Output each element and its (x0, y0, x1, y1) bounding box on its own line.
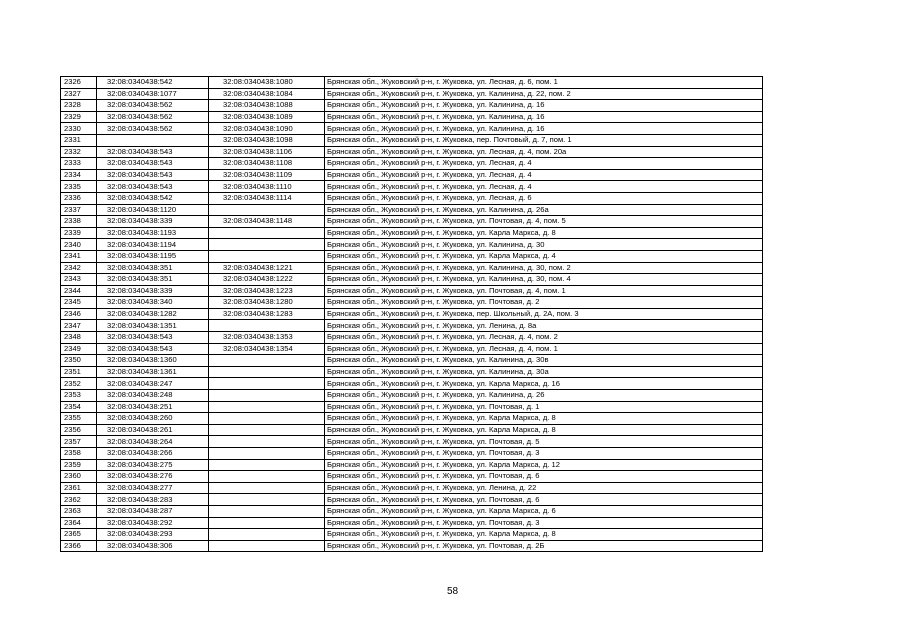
row-number-cell: 2330 (61, 123, 97, 135)
table-row (61, 239, 763, 251)
cadastral-number-cell: 32:08:0340438:1077 (97, 88, 209, 100)
address-cell: Брянская обл., Жуковский р-н, г. Жуковка, ул. Почтовая, д. 2Б (325, 540, 763, 552)
row-number-cell: 2351 (61, 366, 97, 378)
table-row (61, 169, 763, 181)
row-number-cell: 2360 (61, 471, 97, 483)
table-row (61, 332, 763, 344)
table-row (61, 494, 763, 506)
address-cell: Брянская обл., Жуковский р-н, г. Жуковка, ул. Лесная, д. 4, пом. 2 (325, 332, 763, 344)
address-cell: Брянская обл., Жуковский р-н, г. Жуковка, ул. Лесная, д. 4 (325, 169, 763, 181)
address-cell: Брянская обл., Жуковский р-н, г. Жуковка, ул. Почтовая, д. 5 (325, 436, 763, 448)
parent-cadastral-number-cell (209, 227, 325, 239)
table-row (61, 88, 763, 100)
table-row (61, 274, 763, 286)
table-row (61, 401, 763, 413)
row-number-cell: 2365 (61, 529, 97, 541)
row-number-cell: 2364 (61, 517, 97, 529)
table-row (61, 250, 763, 262)
parent-cadastral-number-cell (209, 355, 325, 367)
cadastral-number-cell: 32:08:0340438:277 (97, 482, 209, 494)
parent-cadastral-number-cell (209, 424, 325, 436)
row-number-cell: 2347 (61, 320, 97, 332)
table-row (61, 378, 763, 390)
cadastral-number-cell: 32:08:0340438:293 (97, 529, 209, 541)
cadastral-number-cell: 32:08:0340438:266 (97, 448, 209, 460)
cadastral-number-cell: 32:08:0340438:1361 (97, 366, 209, 378)
row-number-cell: 2348 (61, 332, 97, 344)
cadastral-number-cell: 32:08:0340438:292 (97, 517, 209, 529)
cadastral-number-cell: 32:08:0340438:351 (97, 274, 209, 286)
row-number-cell: 2326 (61, 77, 97, 89)
parent-cadastral-number-cell (209, 517, 325, 529)
cadastral-number-cell: 32:08:0340438:543 (97, 332, 209, 344)
parent-cadastral-number-cell: 32:08:0340438:1090 (209, 123, 325, 135)
address-cell: Брянская обл., Жуковский р-н, г. Жуковка, ул. Лесная, д. 6, пом. 1 (325, 77, 763, 89)
address-cell: Брянская обл., Жуковский р-н, г. Жуковка, ул. Почтовая, д. 6 (325, 494, 763, 506)
page-number: 58 (446, 586, 459, 597)
parent-cadastral-number-cell: 32:08:0340438:1221 (209, 262, 325, 274)
parent-cadastral-number-cell (209, 250, 325, 262)
cadastral-number-cell: 32:08:0340438:261 (97, 424, 209, 436)
cadastral-number-cell: 32:08:0340438:1351 (97, 320, 209, 332)
row-number-cell: 2359 (61, 459, 97, 471)
row-number-cell: 2352 (61, 378, 97, 390)
table-row (61, 366, 763, 378)
address-cell: Брянская обл., Жуковский р-н, г. Жуковка, ул. Калинина, д. 26а (325, 204, 763, 216)
table-row (61, 355, 763, 367)
cadastral-number-cell: 32:08:0340438:1193 (97, 227, 209, 239)
parent-cadastral-number-cell: 32:08:0340438:1223 (209, 285, 325, 297)
address-cell: Брянская обл., Жуковский р-н, г. Жуковка, ул. Калинина, д. 30а (325, 366, 763, 378)
table-row (61, 100, 763, 112)
cadastral-number-cell: 32:08:0340438:1360 (97, 355, 209, 367)
parent-cadastral-number-cell (209, 540, 325, 552)
cadastral-number-cell: 32:08:0340438:340 (97, 297, 209, 309)
row-number-cell: 2350 (61, 355, 97, 367)
row-number-cell: 2343 (61, 274, 97, 286)
cadastral-number-cell: 32:08:0340438:351 (97, 262, 209, 274)
row-number-cell: 2336 (61, 192, 97, 204)
row-number-cell: 2331 (61, 134, 97, 146)
cadastral-number-cell: 32:08:0340438:264 (97, 436, 209, 448)
table-row (61, 192, 763, 204)
row-number-cell: 2361 (61, 482, 97, 494)
address-cell: Брянская обл., Жуковский р-н, г. Жуковка, ул. Калинина, д. 30, пом. 4 (325, 274, 763, 286)
table-row (61, 413, 763, 425)
address-cell: Брянская обл., Жуковский р-н, г. Жуковка, ул. Калинина, д. 22, пом. 2 (325, 88, 763, 100)
cadastral-number-cell: 32:08:0340438:248 (97, 390, 209, 402)
cadastral-number-cell: 32:08:0340438:1120 (97, 204, 209, 216)
table-body (61, 77, 763, 552)
address-cell: Брянская обл., Жуковский р-н, г. Жуковка, ул. Лесная, д. 4 (325, 181, 763, 193)
parent-cadastral-number-cell: 32:08:0340438:1110 (209, 181, 325, 193)
address-cell: Брянская обл., Жуковский р-н, г. Жуковка, ул. Калинина, д. 26 (325, 390, 763, 402)
table-row (61, 111, 763, 123)
table-row (61, 436, 763, 448)
parent-cadastral-number-cell: 32:08:0340438:1084 (209, 88, 325, 100)
address-cell: Брянская обл., Жуковский р-н, г. Жуковка, ул. Почтовая, д. 2 (325, 297, 763, 309)
address-cell: Брянская обл., Жуковский р-н, г. Жуковка, ул. Калинина, д. 30 (325, 239, 763, 251)
cadastral-number-cell: 32:08:0340438:1282 (97, 308, 209, 320)
parent-cadastral-number-cell: 32:08:0340438:1106 (209, 146, 325, 158)
table-row (61, 482, 763, 494)
cadastral-number-cell: 32:08:0340438:543 (97, 146, 209, 158)
address-cell: Брянская обл., Жуковский р-н, г. Жуковка, ул. Карла Маркса, д. 8 (325, 413, 763, 425)
table-row (61, 459, 763, 471)
address-cell: Брянская обл., Жуковский р-н, г. Жуковка, ул. Почтовая, д. 3 (325, 517, 763, 529)
table-row (61, 146, 763, 158)
cadastral-number-cell: 32:08:0340438:1195 (97, 250, 209, 262)
table-row (61, 448, 763, 460)
table-row (61, 123, 763, 135)
parent-cadastral-number-cell: 32:08:0340438:1353 (209, 332, 325, 344)
cadastral-number-cell: 32:08:0340438:339 (97, 285, 209, 297)
cadastral-number-cell: 32:08:0340438:306 (97, 540, 209, 552)
table-row (61, 134, 763, 146)
table-row (61, 390, 763, 402)
table-row (61, 529, 763, 541)
parent-cadastral-number-cell (209, 459, 325, 471)
row-number-cell: 2355 (61, 413, 97, 425)
parent-cadastral-number-cell (209, 401, 325, 413)
row-number-cell: 2362 (61, 494, 97, 506)
address-cell: Брянская обл., Жуковский р-н, г. Жуковка, ул. Лесная, д. 6 (325, 192, 763, 204)
cadastral-number-cell: 32:08:0340438:543 (97, 158, 209, 170)
address-cell: Брянская обл., Жуковский р-н, г. Жуковка, ул. Карла Маркса, д. 12 (325, 459, 763, 471)
parent-cadastral-number-cell: 32:08:0340438:1280 (209, 297, 325, 309)
parent-cadastral-number-cell: 32:08:0340438:1354 (209, 343, 325, 355)
table-row (61, 505, 763, 517)
cadastral-number-cell: 32:08:0340438:543 (97, 181, 209, 193)
parent-cadastral-number-cell: 32:08:0340438:1080 (209, 77, 325, 89)
parent-cadastral-number-cell: 32:08:0340438:1114 (209, 192, 325, 204)
address-cell: Брянская обл., Жуковский р-н, г. Жуковка, ул. Лесная, д. 4, пом. 20а (325, 146, 763, 158)
parent-cadastral-number-cell: 32:08:0340438:1098 (209, 134, 325, 146)
address-cell: Брянская обл., Жуковский р-н, г. Жуковка, ул. Лесная, д. 4 (325, 158, 763, 170)
parent-cadastral-number-cell: 32:08:0340438:1109 (209, 169, 325, 181)
address-cell: Брянская обл., Жуковский р-н, г. Жуковка, ул. Карла Маркса, д. 4 (325, 250, 763, 262)
table-row (61, 262, 763, 274)
table-row (61, 517, 763, 529)
row-number-cell: 2357 (61, 436, 97, 448)
row-number-cell: 2329 (61, 111, 97, 123)
row-number-cell: 2345 (61, 297, 97, 309)
row-number-cell: 2338 (61, 216, 97, 228)
row-number-cell: 2346 (61, 308, 97, 320)
table-row (61, 181, 763, 193)
parent-cadastral-number-cell (209, 378, 325, 390)
table-row (61, 471, 763, 483)
row-number-cell: 2366 (61, 540, 97, 552)
parent-cadastral-number-cell: 32:08:0340438:1148 (209, 216, 325, 228)
row-number-cell: 2327 (61, 88, 97, 100)
address-cell: Брянская обл., Жуковский р-н, г. Жуковка, ул. Почтовая, д. 3 (325, 448, 763, 460)
address-cell: Брянская обл., Жуковский р-н, г. Жуковка, ул. Ленина, д. 8а (325, 320, 763, 332)
cadastral-number-cell: 32:08:0340438:287 (97, 505, 209, 517)
row-number-cell: 2344 (61, 285, 97, 297)
row-number-cell: 2334 (61, 169, 97, 181)
parent-cadastral-number-cell (209, 320, 325, 332)
address-cell: Брянская обл., Жуковский р-н, г. Жуковка, пер. Школьный, д. 2А, пом. 3 (325, 308, 763, 320)
table-row (61, 540, 763, 552)
cadastral-number-cell: 32:08:0340438:275 (97, 459, 209, 471)
row-number-cell: 2332 (61, 146, 97, 158)
address-cell: Брянская обл., Жуковский р-н, г. Жуковка, ул. Ленина, д. 22 (325, 482, 763, 494)
address-cell: Брянская обл., Жуковский р-н, г. Жуковка, ул. Карла Маркса, д. 6 (325, 505, 763, 517)
address-cell: Брянская обл., Жуковский р-н, г. Жуковка, ул. Калинина, д. 16 (325, 123, 763, 135)
address-cell: Брянская обл., Жуковский р-н, г. Жуковка, ул. Калинина, д. 30, пом. 2 (325, 262, 763, 274)
cadastral-number-cell: 32:08:0340438:542 (97, 192, 209, 204)
table-row (61, 158, 763, 170)
row-number-cell: 2340 (61, 239, 97, 251)
cadastral-number-cell: 32:08:0340438:283 (97, 494, 209, 506)
table-row (61, 216, 763, 228)
row-number-cell: 2335 (61, 181, 97, 193)
row-number-cell: 2337 (61, 204, 97, 216)
cadastral-number-cell: 32:08:0340438:260 (97, 413, 209, 425)
table-row (61, 308, 763, 320)
parent-cadastral-number-cell (209, 413, 325, 425)
row-number-cell: 2356 (61, 424, 97, 436)
table-row (61, 424, 763, 436)
cadastral-table (60, 76, 763, 552)
table-row (61, 320, 763, 332)
table-row (61, 227, 763, 239)
cadastral-number-cell: 32:08:0340438:542 (97, 77, 209, 89)
parent-cadastral-number-cell (209, 204, 325, 216)
table-row (61, 343, 763, 355)
parent-cadastral-number-cell (209, 436, 325, 448)
table-row (61, 77, 763, 89)
parent-cadastral-number-cell: 32:08:0340438:1222 (209, 274, 325, 286)
cadastral-number-cell: 32:08:0340438:562 (97, 111, 209, 123)
row-number-cell: 2333 (61, 158, 97, 170)
cadastral-number-cell: 32:08:0340438:562 (97, 123, 209, 135)
address-cell: Брянская обл., Жуковский р-н, г. Жуковка, ул. Калинина, д. 30в (325, 355, 763, 367)
cadastral-number-cell (97, 134, 209, 146)
parent-cadastral-number-cell (209, 448, 325, 460)
address-cell: Брянская обл., Жуковский р-н, г. Жуковка, ул. Карла Маркса, д. 8 (325, 529, 763, 541)
cadastral-number-cell: 32:08:0340438:543 (97, 343, 209, 355)
parent-cadastral-number-cell: 32:08:0340438:1283 (209, 308, 325, 320)
parent-cadastral-number-cell: 32:08:0340438:1108 (209, 158, 325, 170)
row-number-cell: 2354 (61, 401, 97, 413)
parent-cadastral-number-cell: 32:08:0340438:1089 (209, 111, 325, 123)
parent-cadastral-number-cell (209, 390, 325, 402)
cadastral-number-cell: 32:08:0340438:339 (97, 216, 209, 228)
parent-cadastral-number-cell (209, 471, 325, 483)
row-number-cell: 2358 (61, 448, 97, 460)
address-cell: Брянская обл., Жуковский р-н, г. Жуковка, ул. Лесная, д. 4, пом. 1 (325, 343, 763, 355)
parent-cadastral-number-cell (209, 505, 325, 517)
address-cell: Брянская обл., Жуковский р-н, г. Жуковка, пер. Почтовый, д. 7, пом. 1 (325, 134, 763, 146)
address-cell: Брянская обл., Жуковский р-н, г. Жуковка, ул. Почтовая, д. 1 (325, 401, 763, 413)
parent-cadastral-number-cell (209, 494, 325, 506)
address-cell: Брянская обл., Жуковский р-н, г. Жуковка, ул. Почтовая, д. 4, пом. 5 (325, 216, 763, 228)
cadastral-number-cell: 32:08:0340438:251 (97, 401, 209, 413)
row-number-cell: 2341 (61, 250, 97, 262)
cadastral-number-cell: 32:08:0340438:543 (97, 169, 209, 181)
row-number-cell: 2349 (61, 343, 97, 355)
cadastral-number-cell: 32:08:0340438:276 (97, 471, 209, 483)
address-cell: Брянская обл., Жуковский р-н, г. Жуковка, ул. Почтовая, д. 4, пом. 1 (325, 285, 763, 297)
parent-cadastral-number-cell (209, 239, 325, 251)
address-cell: Брянская обл., Жуковский р-н, г. Жуковка, ул. Карла Маркса, д. 8 (325, 424, 763, 436)
parent-cadastral-number-cell (209, 529, 325, 541)
address-cell: Брянская обл., Жуковский р-н, г. Жуковка, ул. Калинина, д. 16 (325, 100, 763, 112)
row-number-cell: 2328 (61, 100, 97, 112)
parent-cadastral-number-cell: 32:08:0340438:1088 (209, 100, 325, 112)
table-row (61, 204, 763, 216)
address-cell: Брянская обл., Жуковский р-н, г. Жуковка, ул. Карла Маркса, д. 8 (325, 227, 763, 239)
row-number-cell: 2363 (61, 505, 97, 517)
address-cell: Брянская обл., Жуковский р-н, г. Жуковка, ул. Почтовая, д. 6 (325, 471, 763, 483)
table-row (61, 285, 763, 297)
address-cell: Брянская обл., Жуковский р-н, г. Жуковка, ул. Калинина, д. 16 (325, 111, 763, 123)
cadastral-number-cell: 32:08:0340438:562 (97, 100, 209, 112)
table-row (61, 297, 763, 309)
row-number-cell: 2339 (61, 227, 97, 239)
cadastral-number-cell: 32:08:0340438:1194 (97, 239, 209, 251)
address-cell: Брянская обл., Жуковский р-н, г. Жуковка, ул. Карла Маркса, д. 16 (325, 378, 763, 390)
parent-cadastral-number-cell (209, 482, 325, 494)
row-number-cell: 2342 (61, 262, 97, 274)
parent-cadastral-number-cell (209, 366, 325, 378)
cadastral-number-cell: 32:08:0340438:247 (97, 378, 209, 390)
row-number-cell: 2353 (61, 390, 97, 402)
